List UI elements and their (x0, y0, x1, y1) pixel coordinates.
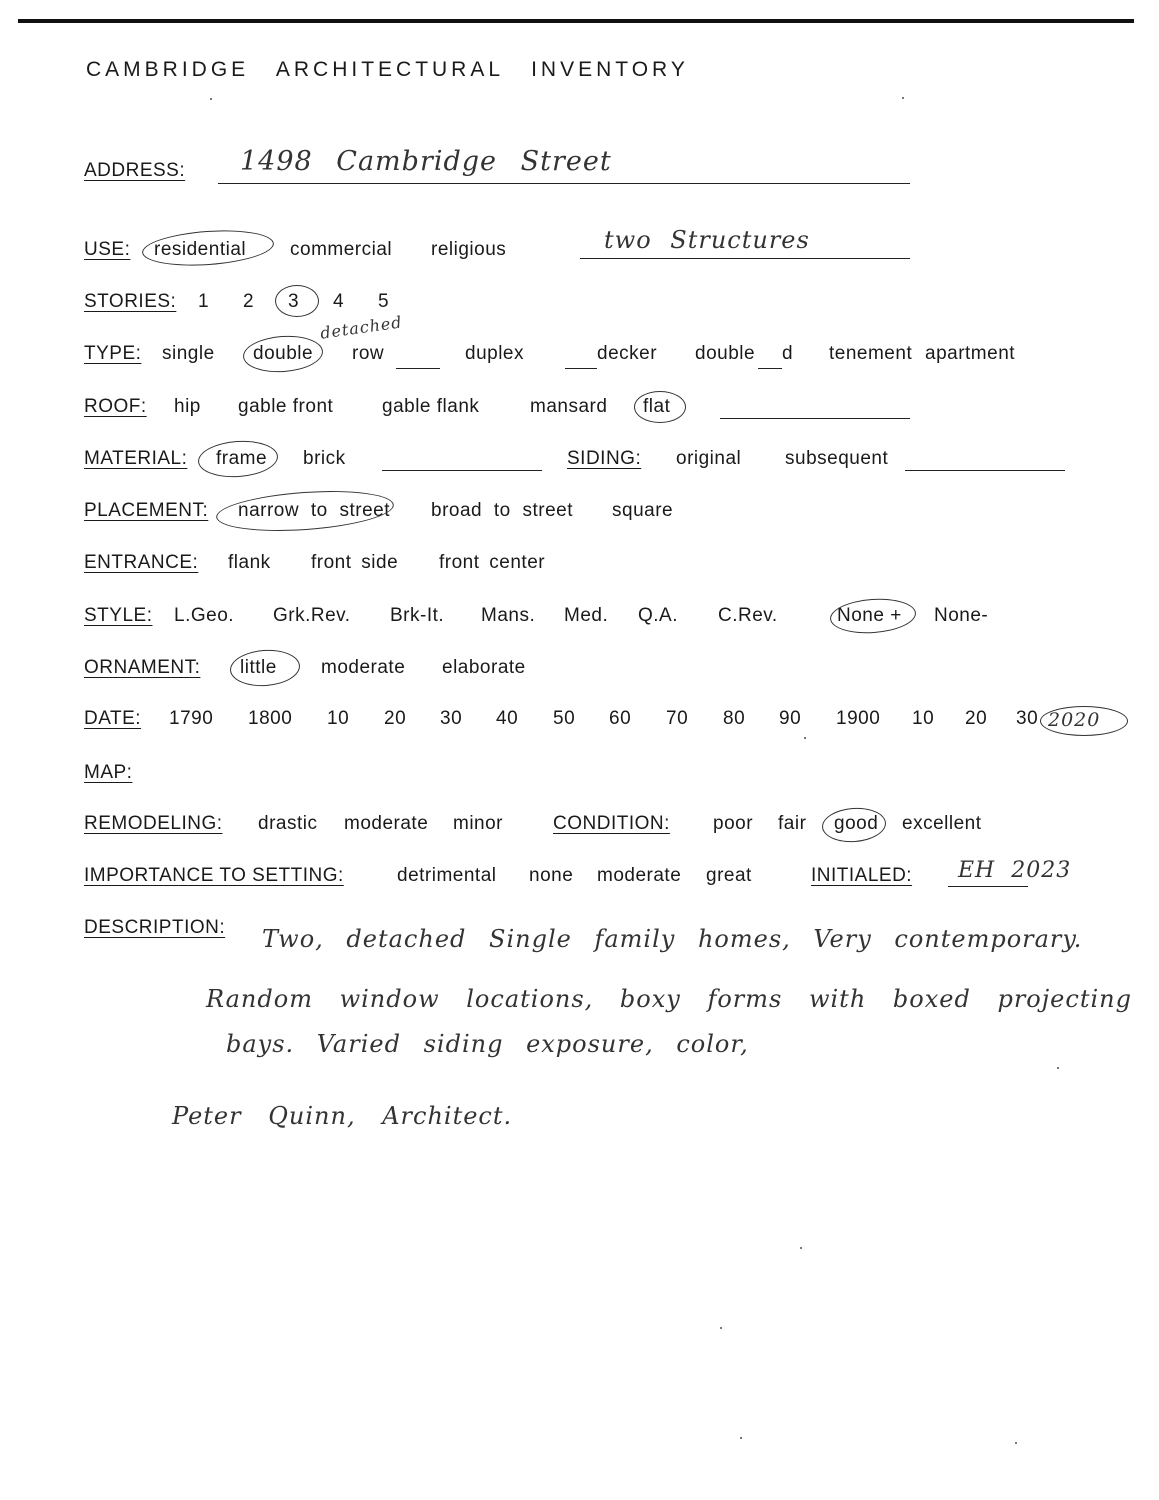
scan-speck (1015, 1442, 1017, 1444)
roof-option-gable-front[interactable]: gable front (238, 396, 334, 417)
siding-label: SIDING: (567, 448, 642, 469)
stories-label: STORIES: (84, 291, 177, 312)
description-line-1: Two, detached Single family homes, Very contemporary. (262, 925, 1083, 953)
use-option-commercial[interactable]: commercial (290, 239, 393, 260)
type-option-double[interactable]: double (253, 343, 314, 364)
ornament-option-moderate[interactable]: moderate (321, 657, 406, 678)
date-option-50[interactable]: 50 (553, 708, 576, 729)
date-option-1900[interactable]: 1900 (836, 708, 881, 729)
map-label: MAP: (84, 762, 133, 783)
roof-option-mansard[interactable]: mansard (530, 396, 608, 417)
description-line-2: Random window locations, boxy forms with boxed projecting (206, 985, 1132, 1013)
date-option-1930[interactable]: 30 (1016, 708, 1039, 729)
condition-option-excellent[interactable]: excellent (902, 813, 982, 834)
selection-circle (229, 648, 301, 689)
selection-circle (821, 806, 887, 844)
use-label: USE: (84, 239, 131, 260)
selection-circle (634, 391, 686, 423)
style-option-lgeo[interactable]: L.Geo. (174, 605, 235, 626)
siding-option-original[interactable]: original (676, 448, 742, 469)
remodeling-label: REMODELING: (84, 813, 223, 834)
placement-option-broad[interactable]: broad to street (431, 500, 574, 521)
roof-label: ROOF: (84, 396, 147, 417)
material-blank-line (382, 470, 542, 471)
importance-option-detrimental[interactable]: detrimental (397, 865, 497, 886)
use-note-line (580, 258, 910, 259)
date-option-40[interactable]: 40 (496, 708, 519, 729)
roof-blank-line (720, 418, 910, 419)
style-label: STYLE: (84, 605, 153, 626)
material-option-brick[interactable]: brick (303, 448, 346, 469)
use-option-religious[interactable]: religious (431, 239, 507, 260)
condition-option-poor[interactable]: poor (713, 813, 754, 834)
ornament-label: ORNAMENT: (84, 657, 201, 678)
importance-option-great[interactable]: great (706, 865, 752, 886)
remodeling-option-moderate[interactable]: moderate (344, 813, 429, 834)
address-line (218, 183, 910, 184)
date-option-1790[interactable]: 1790 (169, 708, 214, 729)
style-option-grkrev[interactable]: Grk.Rev. (273, 605, 351, 626)
material-option-frame[interactable]: frame (216, 448, 268, 469)
remodeling-option-drastic[interactable]: drastic (258, 813, 318, 834)
scan-speck (800, 1247, 802, 1249)
condition-option-fair[interactable]: fair (778, 813, 807, 834)
scan-speck (720, 1327, 722, 1329)
style-option-med[interactable]: Med. (564, 605, 609, 626)
type-option-tenement[interactable]: tenement (829, 343, 913, 364)
scan-speck (804, 737, 806, 739)
description-label: DESCRIPTION: (84, 917, 226, 938)
date-option-20[interactable]: 20 (384, 708, 407, 729)
date-option-1920[interactable]: 20 (965, 708, 988, 729)
style-option-crev[interactable]: C.Rev. (718, 605, 778, 626)
entrance-option-front-center[interactable]: front center (439, 552, 546, 573)
selection-circle (829, 596, 917, 636)
initialed-value[interactable]: EH 2023 (958, 858, 1072, 883)
roof-option-flat[interactable]: flat (643, 396, 671, 417)
scan-speck (1057, 1067, 1059, 1069)
type-annotation[interactable]: detached (319, 312, 404, 343)
stories-option-2[interactable]: 2 (243, 291, 255, 312)
siding-option-subsequent[interactable]: subsequent (785, 448, 889, 469)
scan-speck (740, 1437, 742, 1439)
selection-circle (197, 438, 279, 479)
siding-blank-line (905, 470, 1065, 471)
date-option-70[interactable]: 70 (666, 708, 689, 729)
ornament-option-elaborate[interactable]: elaborate (442, 657, 526, 678)
type-option-double-d[interactable]: double (695, 343, 756, 364)
selection-circle (215, 486, 395, 536)
ornament-option-little[interactable]: little (240, 657, 277, 678)
importance-option-moderate[interactable]: moderate (597, 865, 682, 886)
type-option-duplex[interactable]: duplex (465, 343, 524, 364)
entrance-label: ENTRANCE: (84, 552, 199, 573)
form-title: CAMBRIDGE ARCHITECTURAL INVENTORY (86, 58, 689, 81)
remodeling-option-minor[interactable]: minor (453, 813, 504, 834)
importance-label: IMPORTANCE TO SETTING: (84, 865, 344, 886)
entrance-option-flank[interactable]: flank (228, 552, 271, 573)
date-written-value[interactable]: 2020 (1048, 709, 1101, 731)
use-note[interactable]: two Structures (604, 226, 810, 254)
placement-label: PLACEMENT: (84, 500, 209, 521)
entrance-option-front-side[interactable]: front side (311, 552, 399, 573)
initialed-line (948, 886, 1028, 887)
date-option-10[interactable]: 10 (327, 708, 350, 729)
selection-circle (275, 285, 319, 317)
date-option-80[interactable]: 80 (723, 708, 746, 729)
description-line-3: bays. Varied siding exposure, color, (226, 1030, 749, 1058)
type-option-apartment[interactable]: apartment (925, 343, 1016, 364)
top-rule (18, 19, 1134, 23)
initialed-label: INITIALED: (811, 865, 913, 886)
placement-option-square[interactable]: square (612, 500, 674, 521)
selection-circle (1040, 706, 1128, 736)
selection-circle (141, 226, 275, 269)
condition-label: CONDITION: (553, 813, 670, 834)
type-option-decker[interactable]: decker (597, 343, 658, 364)
roof-option-hip[interactable]: hip (174, 396, 201, 417)
type-option-single[interactable]: single (162, 343, 215, 364)
use-option-residential[interactable]: residential (154, 239, 247, 260)
condition-option-good[interactable]: good (834, 813, 879, 834)
style-option-mans[interactable]: Mans. (481, 605, 536, 626)
type-blank-line (758, 368, 782, 369)
type-blank-line (565, 368, 597, 369)
placement-option-narrow[interactable]: narrow to street (238, 500, 390, 521)
roof-option-gable-flank[interactable]: gable flank (382, 396, 480, 417)
scan-speck (902, 97, 904, 99)
stories-option-5[interactable]: 5 (378, 291, 390, 312)
date-option-60[interactable]: 60 (609, 708, 632, 729)
type-option-d[interactable]: d (782, 343, 794, 364)
stories-option-3[interactable]: 3 (288, 291, 300, 312)
type-option-row[interactable]: row (352, 343, 385, 364)
stories-option-1[interactable]: 1 (198, 291, 210, 312)
date-option-30[interactable]: 30 (440, 708, 463, 729)
scan-speck (210, 98, 212, 100)
type-blank-line (396, 368, 440, 369)
address-label: ADDRESS: (84, 160, 186, 181)
style-option-qa[interactable]: Q.A. (638, 605, 679, 626)
style-option-none-minus[interactable]: None- (934, 605, 989, 626)
date-option-1910[interactable]: 10 (912, 708, 935, 729)
date-option-1800[interactable]: 1800 (248, 708, 293, 729)
stories-option-4[interactable]: 4 (333, 291, 345, 312)
selection-circle (242, 333, 324, 374)
material-label: MATERIAL: (84, 448, 188, 469)
date-label: DATE: (84, 708, 142, 729)
description-signature: Peter Quinn, Architect. (172, 1102, 513, 1130)
style-option-none-plus[interactable]: None + (837, 605, 902, 626)
type-label: TYPE: (84, 343, 142, 364)
style-option-brkit[interactable]: Brk-It. (390, 605, 445, 626)
importance-option-none[interactable]: none (529, 865, 574, 886)
address-value[interactable]: 1498 Cambridge Street (240, 146, 612, 177)
date-option-90[interactable]: 90 (779, 708, 802, 729)
